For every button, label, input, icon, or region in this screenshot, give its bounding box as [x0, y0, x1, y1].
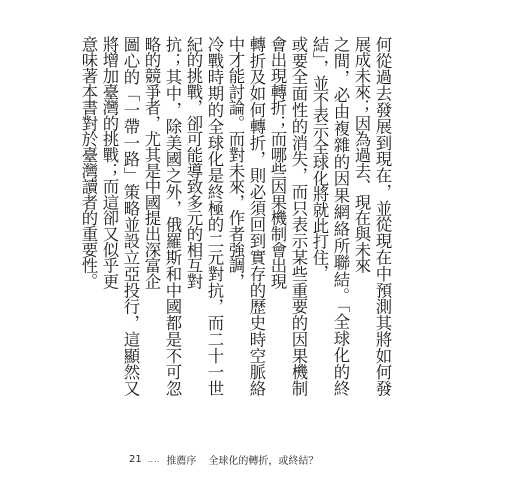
- page-footer: [129, 452, 324, 467]
- text-column: 轉折及如何轉折，則必須回到實存的歷史時空脈絡中才能討論。而對未來，作者強調，: [226, 36, 266, 396]
- section-label: 推薦序: [166, 456, 197, 467]
- text-column: 圖心的「一帶一路」策略並設立亞投行，這顯然又將增加臺灣的挑戰；而這卻又似乎更: [100, 36, 140, 396]
- text-column: 抗；其中，除美國之外，俄羅斯和中國都是不可忽略的競爭者，尤其是中國提出深富企: [142, 36, 182, 396]
- text-column: 意味著本書對於臺灣讀者的重要性。: [79, 36, 98, 289]
- vertical-body-text: [78, 36, 393, 396]
- text-column: 何從過去發展到現在，並從現在中預測其將如何發展成未來；因為過去、現在與未來: [352, 36, 392, 396]
- chapter-title: 全球化的轉折，或終結？: [208, 456, 319, 467]
- text-column: 或要全面性的消失，而只表示某些重要的因果機制會出現轉折；而哪些因果機制會出現: [268, 36, 308, 396]
- text-column: 冷戰時期的全球化是終極的二元對抗，而二十一世紀的挑戰，卻可能導致多元的相互對: [184, 36, 224, 396]
- page-number: 21: [129, 454, 142, 465]
- footer-dots: ‥‥: [147, 455, 161, 464]
- text-column: 之間，必由複雜的因果網絡所聯結。「全球化的終結」，並不表示全球化將就此打住，: [310, 36, 350, 396]
